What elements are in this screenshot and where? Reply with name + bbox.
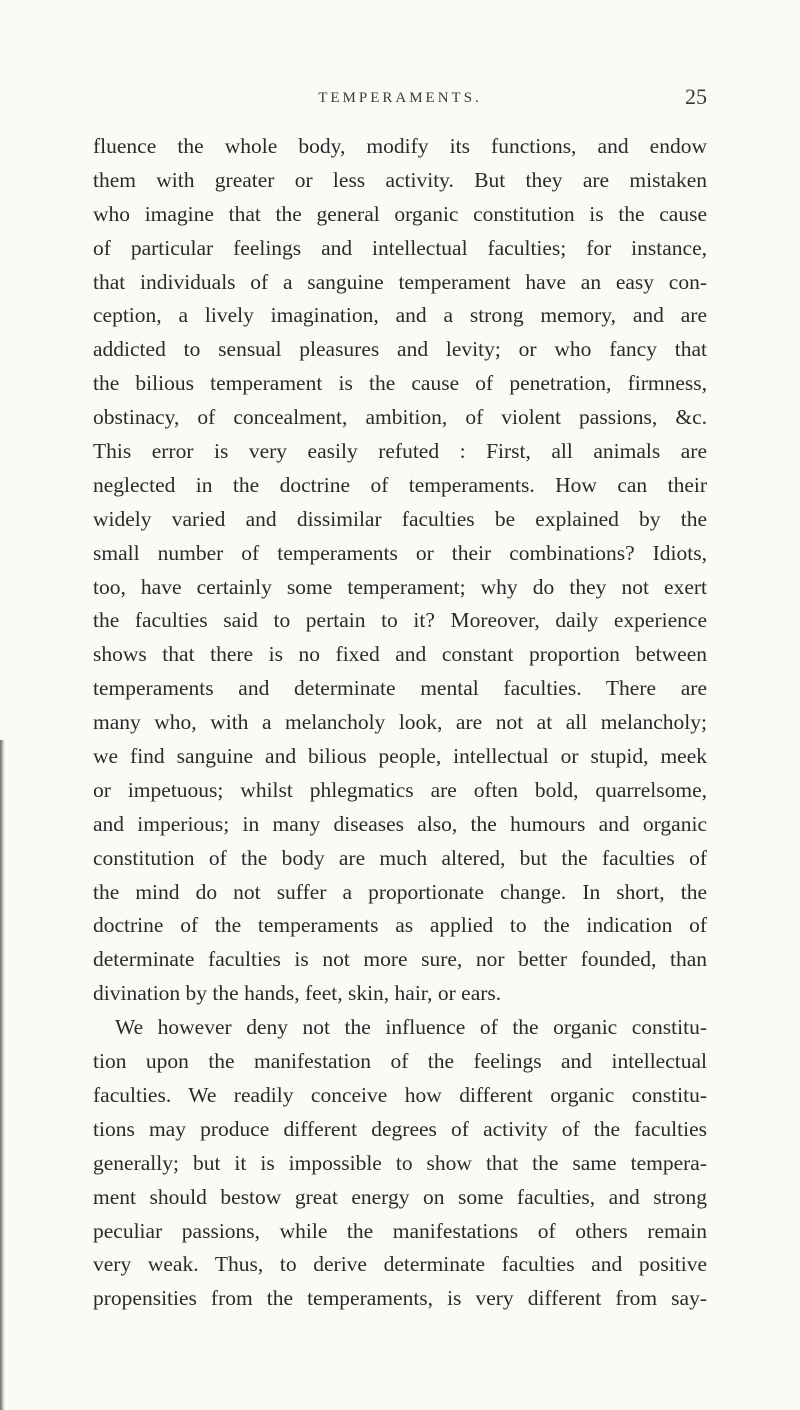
text-line: peculiar passions, while the manifestations of others remain	[93, 1218, 707, 1243]
page-header	[0, 86, 800, 116]
text-line: and imperious; in many diseases also, the humours and organic	[93, 811, 707, 836]
text-line: small number of temperaments or their combinations? Idiots,	[93, 540, 707, 565]
text-line: that individuals of a sanguine temperament have an easy con-	[93, 269, 707, 294]
text-line: temperaments and determinate mental faculties. There are	[93, 676, 707, 701]
text-line: ment should bestow great energy on some faculties, and strong	[93, 1184, 707, 1209]
text-line: very weak. Thus, to derive determinate faculties and positive	[93, 1252, 707, 1277]
text-line: generally; but it is impossible to show that the same tempera-	[93, 1150, 707, 1175]
text-line: we find sanguine and bilious people, intellectual or stupid, meek	[93, 744, 707, 769]
text-line: doctrine of the temperaments as applied to the indication of	[93, 913, 707, 938]
text-line: neglected in the doctrine of temperaments. How can their	[93, 472, 707, 497]
text-line: shows that there is no fixed and constant proportion between	[93, 642, 707, 667]
text-line: too, have certainly some temperament; why do they not exert	[93, 574, 707, 599]
text-line: faculties. We readily conceive how different organic constitu-	[93, 1082, 707, 1107]
text-line: fluence the whole body, modify its functions, and endow	[93, 134, 707, 158]
page-number: 25	[685, 84, 707, 109]
text-line: This error is very easily refuted : First, all animals are	[93, 439, 707, 464]
text-line: determinate faculties is not more sure, nor better founded, than	[93, 947, 707, 972]
text-line: constitution of the body are much altered, but the faculties of	[93, 845, 707, 870]
text-line: the faculties said to pertain to it? Moreover, daily experience	[93, 608, 707, 633]
binding-shadow	[0, 740, 5, 1410]
text-line: obstinacy, of concealment, ambition, of violent passions, &c.	[93, 405, 707, 430]
text-line: the bilious temperament is the cause of penetration, firmness,	[93, 371, 707, 396]
text-line: tions may produce different degrees of activity of the faculties	[93, 1116, 707, 1141]
text-line: widely varied and dissimilar faculties be explained by the	[93, 506, 707, 531]
body-text	[93, 130, 707, 1316]
text-line: ception, a lively imagination, and a strong memory, and are	[93, 303, 707, 328]
text-line: of particular feelings and intellectual faculties; for instance,	[93, 235, 707, 260]
text-line: them with greater or less activity. But they are mistaken	[93, 167, 707, 192]
text-line: the mind do not suffer a proportionate change. In short, the	[93, 879, 707, 904]
text-line: addicted to sensual pleasures and levity; or who fancy that	[93, 337, 707, 362]
text-line: propensities from the temperaments, is very different from say-	[93, 1286, 707, 1311]
paragraph-first-line: We however deny not the influence of the organic constitu-	[115, 1015, 707, 1040]
text-line: or impetuous; whilst phlegmatics are often bold, quarrelsome,	[93, 777, 707, 802]
text-line: tion upon the manifestation of the feelings and intellectual	[93, 1049, 707, 1074]
text-line: many who, with a melancholy look, are not at all melancholy;	[93, 710, 707, 735]
running-head: TEMPERAMENTS.	[318, 90, 482, 106]
text-line: who imagine that the general organic constitution is the cause	[93, 201, 707, 226]
paragraph-last-line: divination by the hands, feet, skin, hair, or ears.	[93, 981, 502, 1006]
